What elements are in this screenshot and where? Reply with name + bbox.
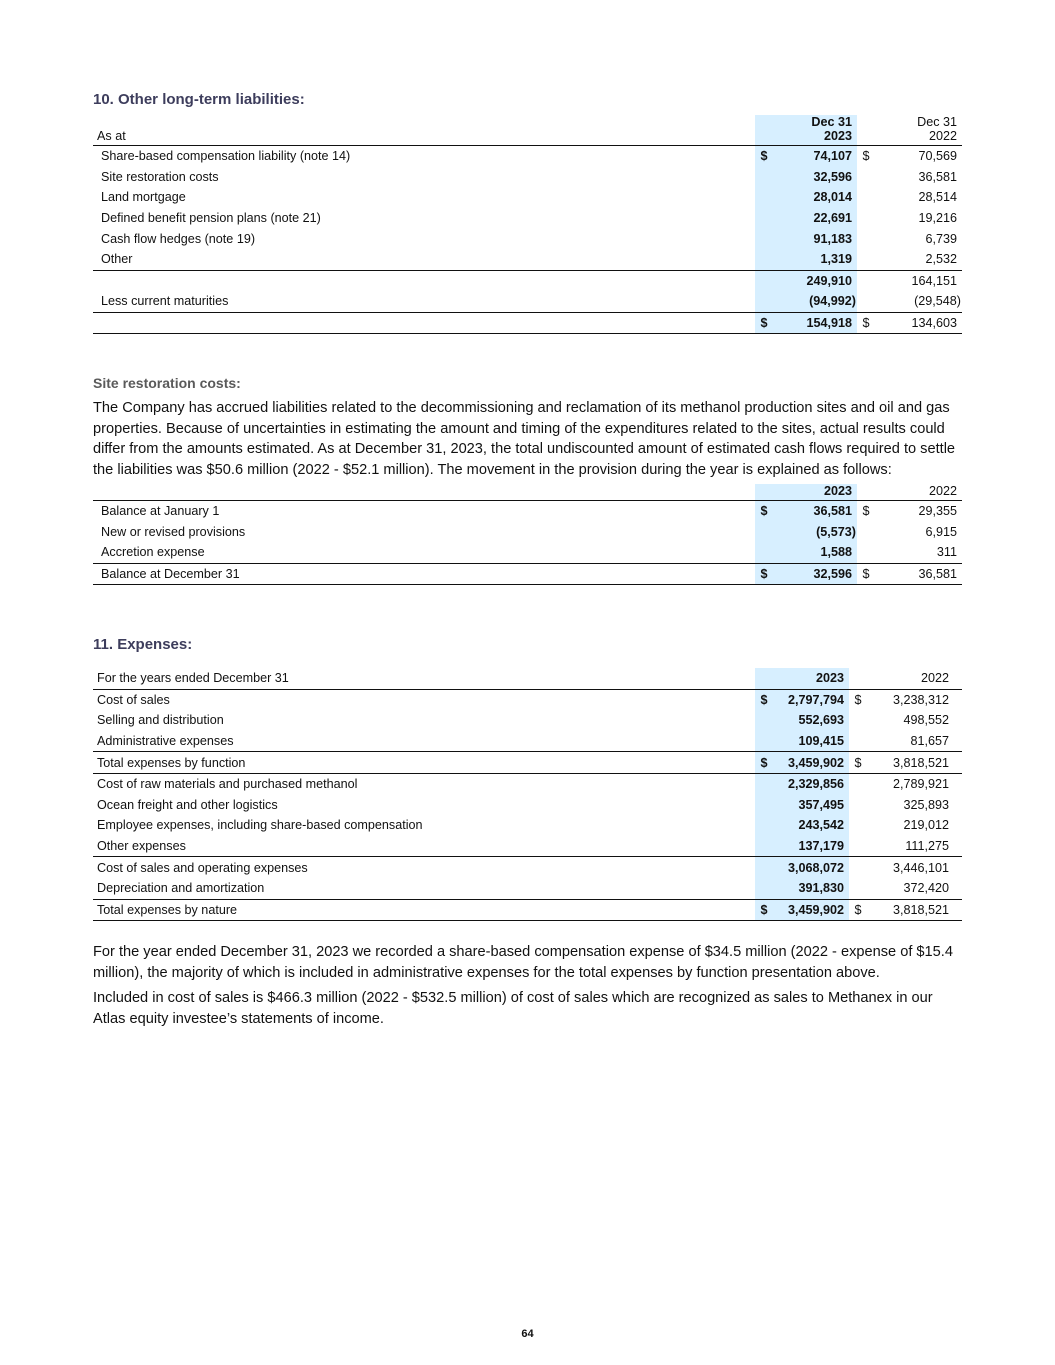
cost-of-sales-paragraph: Included in cost of sales is $466.3 million (2022 - $532.5 million) of cost of sales which are recognized as sales to Methanex in our Atlas equity investee’s statements of income.: [93, 990, 933, 1027]
table-row: Cost of raw materials and purchased methanol 2,329,856 2,789,921: [93, 773, 962, 794]
table-row: Site restoration costs 32,596 36,581: [93, 167, 962, 188]
subtotal-row: 249,910 164,151: [93, 270, 962, 291]
total-row: Balance at December 31 $ 32,596 $ 36,581: [93, 563, 962, 585]
site-restoration-title: Site restoration costs:: [93, 375, 241, 391]
table-row: Selling and distribution 552,693 498,552: [93, 710, 962, 731]
header-2023: 2023: [773, 668, 849, 689]
table-row: Accretion expense 1,588 311: [93, 542, 962, 563]
table-row: Balance at January 1 $ 36,581 $ 29,355: [93, 501, 962, 522]
table-row: Cash flow hedges (note 19) 91,183 6,739: [93, 228, 962, 249]
table-row: Less current maturities (94,992) (29,548): [93, 291, 962, 312]
header-2022: 2022: [920, 671, 949, 686]
table-row: Share-based compensation liability (note 14) $ 74,107 $ 70,569: [93, 146, 962, 167]
header-label: For the years ended December 31: [97, 671, 289, 686]
other-long-term-liabilities-table: [93, 115, 962, 334]
header-label: As at: [97, 129, 126, 143]
header-2023: Dec 31 2023: [773, 115, 857, 146]
total-row: $ 154,918 $ 134,603: [93, 312, 962, 334]
table-row: Employee expenses, including share-based compensation 243,542 219,012: [93, 815, 962, 836]
site-restoration-paragraph: The Company has accrued liabilities related to the decommissioning and reclamation of its methanol production sites and oil and gas properties. Because of uncertainties in estimating the amount and timing of the expenditures related to the sites, actual results could differ from the amounts estimated. As at December 31, 2023, the total undiscounted amount of estimated cash flows required to settle the liabilities was $50.6 million (2022 - $52.1 million). The movement in the provision during the year is explained as follows:: [93, 400, 956, 478]
subtotal-row: Cost of sales and operating expenses 3,068,072 3,446,101: [93, 857, 962, 878]
table-row: Depreciation and amortization 391,830 372,420: [93, 878, 962, 899]
table-row: Other expenses 137,179 111,275: [93, 836, 962, 857]
table-header-row: [93, 668, 962, 689]
table-row: Other 1,319 2,532: [93, 249, 962, 270]
table-row: Administrative expenses 109,415 81,657: [93, 731, 962, 752]
table-row: Defined benefit pension plans (note 21) 22,691 19,216: [93, 208, 962, 229]
expenses-table: [93, 668, 962, 921]
table-row: Cost of sales $ 2,797,794 $ 3,238,312: [93, 689, 962, 710]
table-row: New or revised provisions (5,573) 6,915: [93, 522, 962, 543]
page-number: 64: [521, 1328, 534, 1340]
share-based-compensation-paragraph: For the year ended December 31, 2023 we recorded a share-based compensation expense of $34.5 million (2022 - expense of $15.4 million), the majority of which is included in administrative expenses for the total expenses by function presentation above.: [93, 944, 953, 981]
table-header-row: [93, 115, 962, 146]
table-header-row: [93, 484, 962, 501]
subtotal-row: Total expenses by function $ 3,459,902 $ 3,818,521: [93, 752, 962, 774]
header-2022: Dec 31 2022: [917, 115, 957, 143]
table-row: Land mortgage 28,014 28,514: [93, 187, 962, 208]
header-2022: 2022: [928, 484, 957, 498]
header-2023: 2023: [773, 484, 857, 501]
site-restoration-table: [93, 484, 962, 585]
total-row: Total expenses by nature $ 3,459,902 $ 3,818,521: [93, 899, 962, 921]
section-10-title: 10. Other long-term liabilities:: [93, 91, 305, 108]
section-11-title: 11. Expenses:: [93, 636, 193, 653]
table-row: Ocean freight and other logistics 357,495 325,893: [93, 795, 962, 816]
